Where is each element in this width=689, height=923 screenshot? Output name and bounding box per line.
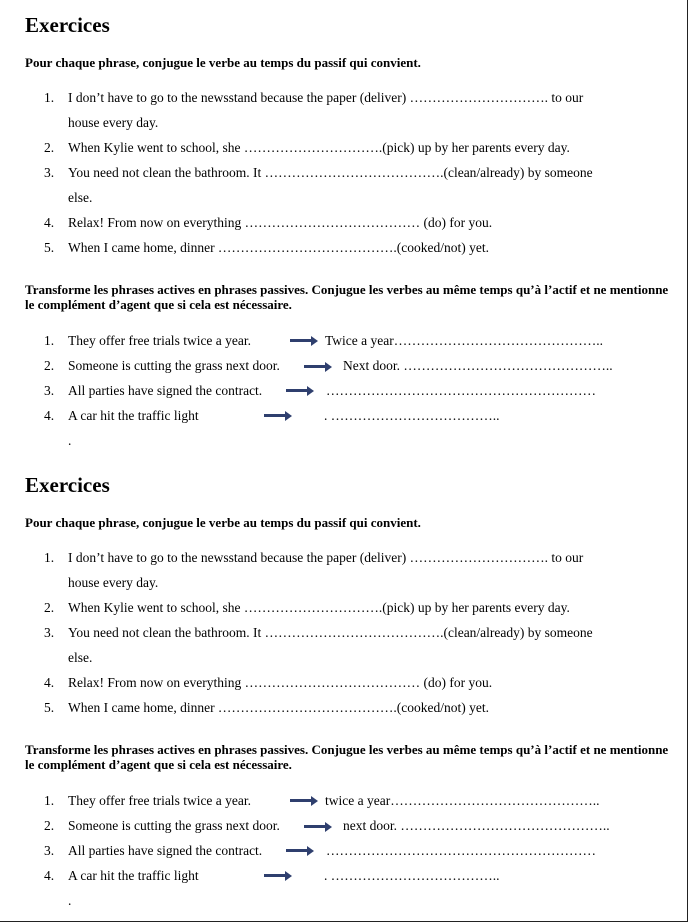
item-number: 5.	[44, 240, 55, 255]
exercise-line: house every day.	[68, 575, 159, 590]
exercise-line: Relax! From now on everything ………………………………… (do) for you.	[68, 675, 493, 690]
active-sentence: Someone is cutting the grass next door.	[68, 818, 280, 833]
section-title: Exercices	[25, 13, 110, 37]
instruction-transform: Transforme les phrases actives en phrases passives. Conjugue les verbes au même temps qu’à l’actif et ne mentionne le complément d’agent que si cela est nécessaire.	[25, 742, 669, 772]
exercise-line: else.	[68, 190, 93, 205]
instruction-transform: Transforme les phrases actives en phrases passives. Conjugue les verbes au même temps qu’à l’actif et ne mentionne le complément d’agent que si cela est nécessaire.	[25, 282, 669, 312]
arrow-right-icon	[290, 336, 318, 346]
answer-line: twice a year………………………………………..	[325, 793, 600, 808]
item-number: 3.	[44, 383, 55, 398]
exercise-line: Relax! From now on everything ………………………………… (do) for you.	[68, 215, 493, 230]
item-number: 4.	[44, 408, 55, 423]
arrow-right-icon	[304, 362, 332, 372]
exercise-line: When Kylie went to school, she ………………………….(pick) up by her parents every day.	[68, 600, 570, 615]
item-number: 1.	[44, 90, 55, 105]
item-number: 1.	[44, 550, 55, 565]
exercise-line: I don’t have to go to the newsstand because the paper (deliver) …………………………. to our	[68, 90, 584, 105]
item-number: 4.	[44, 868, 55, 883]
answer-line: ……………………………………………………	[326, 843, 596, 858]
active-sentence: All parties have signed the contract.	[68, 383, 263, 398]
active-sentence: A car hit the traffic light	[68, 408, 199, 423]
item-number: 2.	[44, 358, 55, 373]
arrow-right-icon	[286, 846, 314, 856]
item-number: 4.	[44, 675, 55, 690]
answer-line: . ………………………………..	[324, 408, 500, 423]
arrow-right-icon	[264, 411, 292, 421]
section-title: Exercices	[25, 473, 110, 497]
arrow-right-icon	[290, 796, 318, 806]
active-sentence: All parties have signed the contract.	[68, 843, 263, 858]
item-number: 5.	[44, 700, 55, 715]
item-number: 1.	[44, 333, 55, 348]
item-number: 3.	[44, 165, 55, 180]
exercise-line: I don’t have to go to the newsstand because the paper (deliver) …………………………. to our	[68, 550, 584, 565]
item-number: 3.	[44, 843, 55, 858]
exercise-line: When I came home, dinner ………………………………….(cooked/not) yet.	[68, 240, 490, 255]
active-sentence: They offer free trials twice a year.	[68, 333, 252, 348]
answer-line: Twice a year………………………………………..	[325, 333, 604, 348]
trailing-dot: .	[68, 433, 72, 448]
exercise-section-2	[0, 460, 689, 920]
instruction-conjugate: Pour chaque phrase, conjugue le verbe au temps du passif qui convient.	[25, 515, 421, 530]
item-number: 2.	[44, 140, 55, 155]
item-number: 2.	[44, 818, 55, 833]
exercise-section-1	[0, 0, 689, 460]
answer-line: next door. ………………………………………..	[343, 818, 610, 833]
item-number: 4.	[44, 215, 55, 230]
arrow-right-icon	[304, 822, 332, 832]
arrow-right-icon	[264, 871, 292, 881]
item-number: 3.	[44, 625, 55, 640]
exercise-line: When Kylie went to school, she ………………………….(pick) up by her parents every day.	[68, 140, 570, 155]
exercise-line: else.	[68, 650, 93, 665]
instruction-conjugate: Pour chaque phrase, conjugue le verbe au temps du passif qui convient.	[25, 55, 421, 70]
exercise-line: You need not clean the bathroom. It ………………………………….(clean/already) by someone	[68, 625, 593, 640]
exercise-line: house every day.	[68, 115, 159, 130]
item-number: 2.	[44, 600, 55, 615]
trailing-dot: .	[68, 893, 72, 908]
answer-line: ……………………………………………………	[326, 383, 596, 398]
answer-line: Next door. ………………………………………..	[343, 358, 613, 373]
exercise-line: When I came home, dinner ………………………………….(cooked/not) yet.	[68, 700, 490, 715]
active-sentence: They offer free trials twice a year.	[68, 793, 252, 808]
answer-line: . ………………………………..	[324, 868, 500, 883]
active-sentence: Someone is cutting the grass next door.	[68, 358, 280, 373]
exercise-line: You need not clean the bathroom. It ………………………………….(clean/already) by someone	[68, 165, 593, 180]
arrow-right-icon	[286, 386, 314, 396]
active-sentence: A car hit the traffic light	[68, 868, 199, 883]
item-number: 1.	[44, 793, 55, 808]
